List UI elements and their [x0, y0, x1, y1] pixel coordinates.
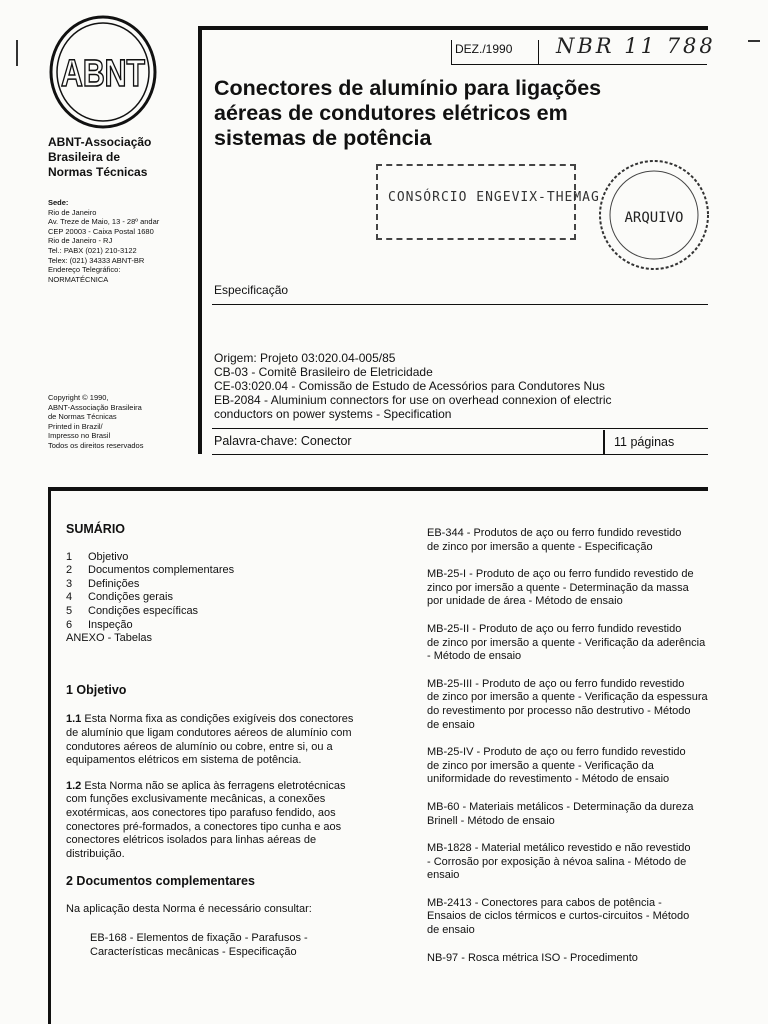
section-1-heading: 1 Objetivo — [66, 682, 127, 697]
publication-date: DEZ./1990 — [455, 42, 513, 56]
archive-stamp — [594, 156, 714, 274]
summary-item: 1 Objetivo — [66, 550, 129, 563]
keyword-bottom-rule — [212, 454, 708, 455]
header-top-rule — [198, 26, 708, 30]
archive-stamp-text: ARQUIVO — [624, 210, 684, 226]
reference-item: MB-25-III - Produto de aço ou ferro fundido revestido de zinco por imersão a quente - Verificação da espessura do revestimento por processo não destrutivo - Método de ensaio — [427, 677, 708, 731]
summary-title: SUMÁRIO — [66, 522, 126, 536]
header-left-rule — [198, 26, 202, 454]
paragraph-1-1: 1.1 Esta Norma fixa as condições exigíveis dos conectores de alumínio que ligam condutores aéreos de alumínio com condutores aéreos de alumínio ou cobre, entre si, ou a equipamentos elétricos em sistema de potência. — [66, 713, 354, 767]
origin-block: Origem: Projeto 03:020.04-005/85 CB-03 - Comitê Brasileiro de Eletricidade CE-03:020.04 - Comissão de Estudo de Acessórios para Condutores Nus EB-2084 - Aluminium connectors for use on overhead connexion of electric conductors on power systems - Specification — [214, 351, 612, 421]
document-type: Especificação — [214, 283, 289, 297]
copyright-block: Copyright © 1990, ABNT-Associação Brasileira de Normas Técnicas Printed in Brazil/ Impresso no Brasil Todos os direitos reservados — [48, 393, 144, 450]
scan-mark — [748, 40, 760, 42]
summary-item: 2 Documentos complementares — [66, 564, 235, 577]
type-rule — [212, 304, 708, 305]
reference-item: MB-2413 - Conectores para cabos de potência - Ensaios de ciclos térmicos e curtos-circuitos - Método de ensaio — [427, 896, 690, 937]
summary-item: 6 Inspeção — [66, 618, 133, 631]
reference-item: EB-344 - Produtos de aço ou ferro fundido revestido de zinco por imersão a quente - Especificação — [427, 527, 682, 553]
summary-item: 4 Condições gerais — [66, 591, 173, 604]
summary-list — [66, 551, 376, 646]
pages-divider — [603, 430, 605, 454]
date-box-left — [451, 40, 452, 64]
nbr-number-handwritten: NBR 11 788 — [556, 34, 716, 58]
abnt-logo — [48, 14, 158, 130]
sede-address: Sede: Rio de Janeiro Av. Treze de Maio, 13 - 28º andar CEP 20003 - Caixa Postal 1680 Rio de Janeiro - RJ Tel.: PABX (021) 210-3122 Telex: (021) 34333 ABNT-BR Endereço Telegráfico: NORMATÉCNICA — [48, 198, 160, 284]
body-top-rule — [48, 487, 708, 491]
org-name: ABNT-Associação Brasileira de Normas Técnicas — [48, 135, 152, 179]
reference-item: MB-25-IV - Produto de aço ou ferro fundido revestido de zinco por imersão a quente - Verificação da uniformidade do revestimento - Método de ensaio — [427, 746, 686, 786]
summary-item: 3 Definições — [66, 577, 140, 590]
reference-item: MB-1828 - Material metálico revestido e não revestido - Corrosão por exposição à névoa salina - Método de ensaio — [427, 842, 691, 882]
reference-item: NB-97 - Rosca métrica ISO - Procedimento — [427, 951, 638, 964]
section-2-heading: 2 Documentos complementares — [66, 874, 255, 889]
reference-item: MB-25-I - Produto de aço ou ferro fundido revestido de zinco por imersão a quente - Determinação da massa por unidade de área - Método de ensaio — [427, 568, 694, 608]
left-column — [66, 523, 376, 960]
body-left-rule — [48, 487, 51, 1024]
reference-item: MB-25-II - Produto de aço ou ferro fundido revestido de zinco por imersão a quente - Verificação da aderência - Método de ensaio — [427, 622, 706, 663]
date-box-divider — [538, 40, 539, 64]
document-title: Conectores de alumínio para ligações aéreas de condutores elétricos em sistemas de potência — [214, 76, 602, 150]
reference-item: MB-60 - Materiais metálicos - Determinação da dureza Brinell - Método de ensaio — [427, 800, 694, 827]
date-box-bottom — [451, 64, 707, 65]
references-column — [427, 527, 709, 979]
scan-mark — [16, 40, 18, 66]
summary-annex: ANEXO - Tabelas — [66, 632, 153, 645]
reference-eb168: EB-168 - Elementos de fixação - Parafusos - Características mecânicas - Especificação — [90, 932, 308, 959]
keyword: Palavra-chave: Conector — [214, 434, 352, 448]
summary-item: 5 Condições específicas — [66, 604, 199, 617]
section-2-intro: Na aplicação desta Norma é necessário consultar: — [66, 902, 312, 915]
consortium-stamp: CONSÓRCIO ENGEVIX-THEMAG — [376, 164, 576, 240]
paragraph-1-2: 1.2 Esta Norma não se aplica às ferragens eletrotécnicas com funções exclusivamente mecânicas, a conexões exotérmicas, aos conectores tipo parafuso fendido, aos conectores pré-formados, a conectores tipo cunha e aos conectores elétricos isolados para linhas aéreas de distribuição. — [66, 779, 346, 860]
page-count: 11 páginas — [614, 435, 675, 449]
logo-text: ABNT — [61, 53, 145, 95]
keyword-top-rule — [212, 428, 708, 429]
